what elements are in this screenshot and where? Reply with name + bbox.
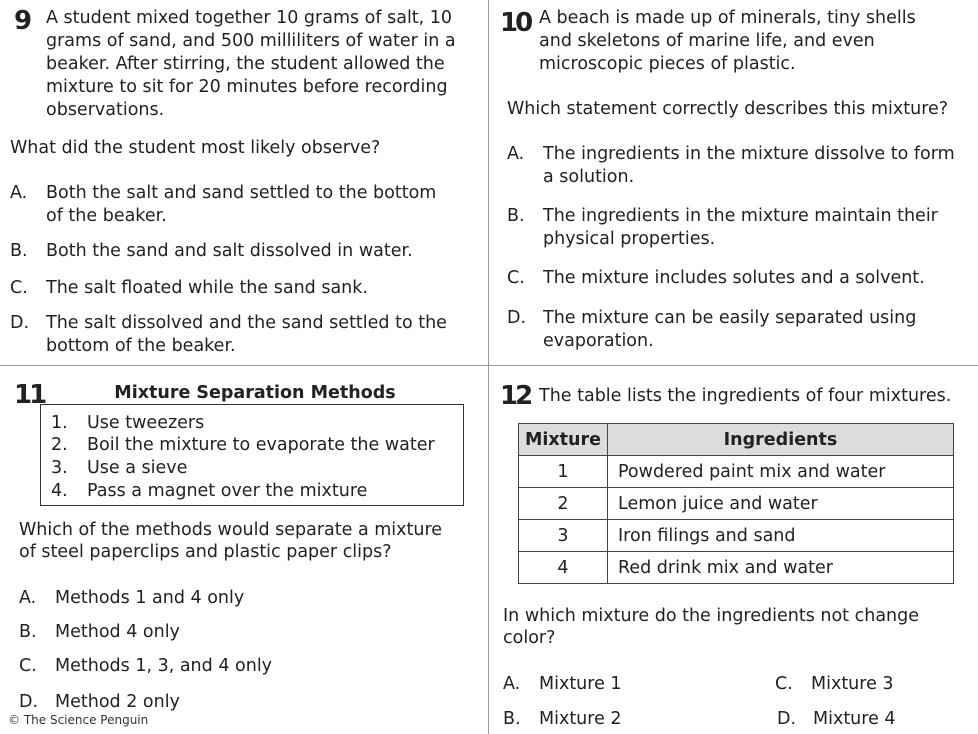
horizontal-divider <box>0 365 978 366</box>
question-stem: The table lists the ingredients of four mixtures. <box>539 386 952 406</box>
mixtures-table <box>518 423 954 584</box>
answer-option-c[interactable]: C. The salt floated while the sand sank. <box>10 278 368 298</box>
table-header-row <box>519 424 954 456</box>
question-prompt: In which mixture do the ingredients not change color? <box>503 606 920 648</box>
question-number: 9 <box>14 6 30 36</box>
vertical-divider <box>488 0 489 734</box>
answer-option-d[interactable]: D. Mixture 4 <box>777 709 896 729</box>
question-stem: A student mixed together 10 grams of salt, 10 grams of sand, and 500 milliliters of water in a beaker. After stirring, the student allowed the mixture to sit for 20 minutes before recording observations. <box>46 8 456 120</box>
question-prompt: Which statement correctly describes this mixture? <box>507 99 949 119</box>
table-row: 4 Red drink mix and water <box>519 552 954 584</box>
question-number: 11 <box>14 380 45 410</box>
column-header-mixture: Mixture <box>519 424 608 456</box>
answer-option-b[interactable]: B. Method 4 only <box>19 622 180 642</box>
question-number: 10 <box>500 8 531 38</box>
answer-option-a[interactable]: A. The ingredients in the mixture dissolve to form a solution. <box>507 144 955 187</box>
answer-option-c[interactable]: C. Mixture 3 <box>775 674 894 694</box>
table-row: 1 Powdered paint mix and water <box>519 456 954 488</box>
answer-option-a[interactable]: A. Mixture 1 <box>503 674 622 694</box>
table-row: 3 Iron filings and sand <box>519 520 954 552</box>
answer-option-d[interactable]: D. Method 2 only <box>19 692 180 712</box>
answer-option-b[interactable]: B. Mixture 2 <box>503 709 622 729</box>
methods-box-title: Mixture Separation Methods <box>114 383 396 403</box>
answer-option-a[interactable]: A. Methods 1 and 4 only <box>19 588 245 608</box>
methods-list-box: 1. Use tweezers 2. Boil the mixture to evaporate the water 3. Use a sieve 4. Pass a magnet over the mixture <box>40 404 464 506</box>
table-row: 2 Lemon juice and water <box>519 488 954 520</box>
copyright-footer: © The Science Penguin <box>8 713 149 727</box>
answer-option-c[interactable]: C. The mixture includes solutes and a solvent. <box>507 268 925 288</box>
answer-option-a[interactable]: A. Both the salt and sand settled to the bottom of the beaker. <box>10 183 437 226</box>
answer-option-b[interactable]: B. The ingredients in the mixture maintain their physical properties. <box>507 206 938 249</box>
answer-option-d[interactable]: D. The mixture can be easily separated using evaporation. <box>507 308 917 351</box>
answer-option-b[interactable]: B. Both the sand and salt dissolved in water. <box>10 241 413 261</box>
question-prompt: Which of the methods would separate a mixture of steel paperclips and plastic paper clips? <box>19 520 443 562</box>
question-prompt: What did the student most likely observe? <box>10 138 381 158</box>
column-header-ingredients: Ingredients <box>608 424 954 456</box>
answer-option-c[interactable]: C. Methods 1, 3, and 4 only <box>19 656 273 676</box>
answer-option-d[interactable]: D. The salt dissolved and the sand settled to the bottom of the beaker. <box>10 313 447 356</box>
question-number: 12 <box>500 381 531 411</box>
question-stem: A beach is made up of minerals, tiny shells and skeletons of marine life, and even microscopic pieces of plastic. <box>539 8 916 74</box>
